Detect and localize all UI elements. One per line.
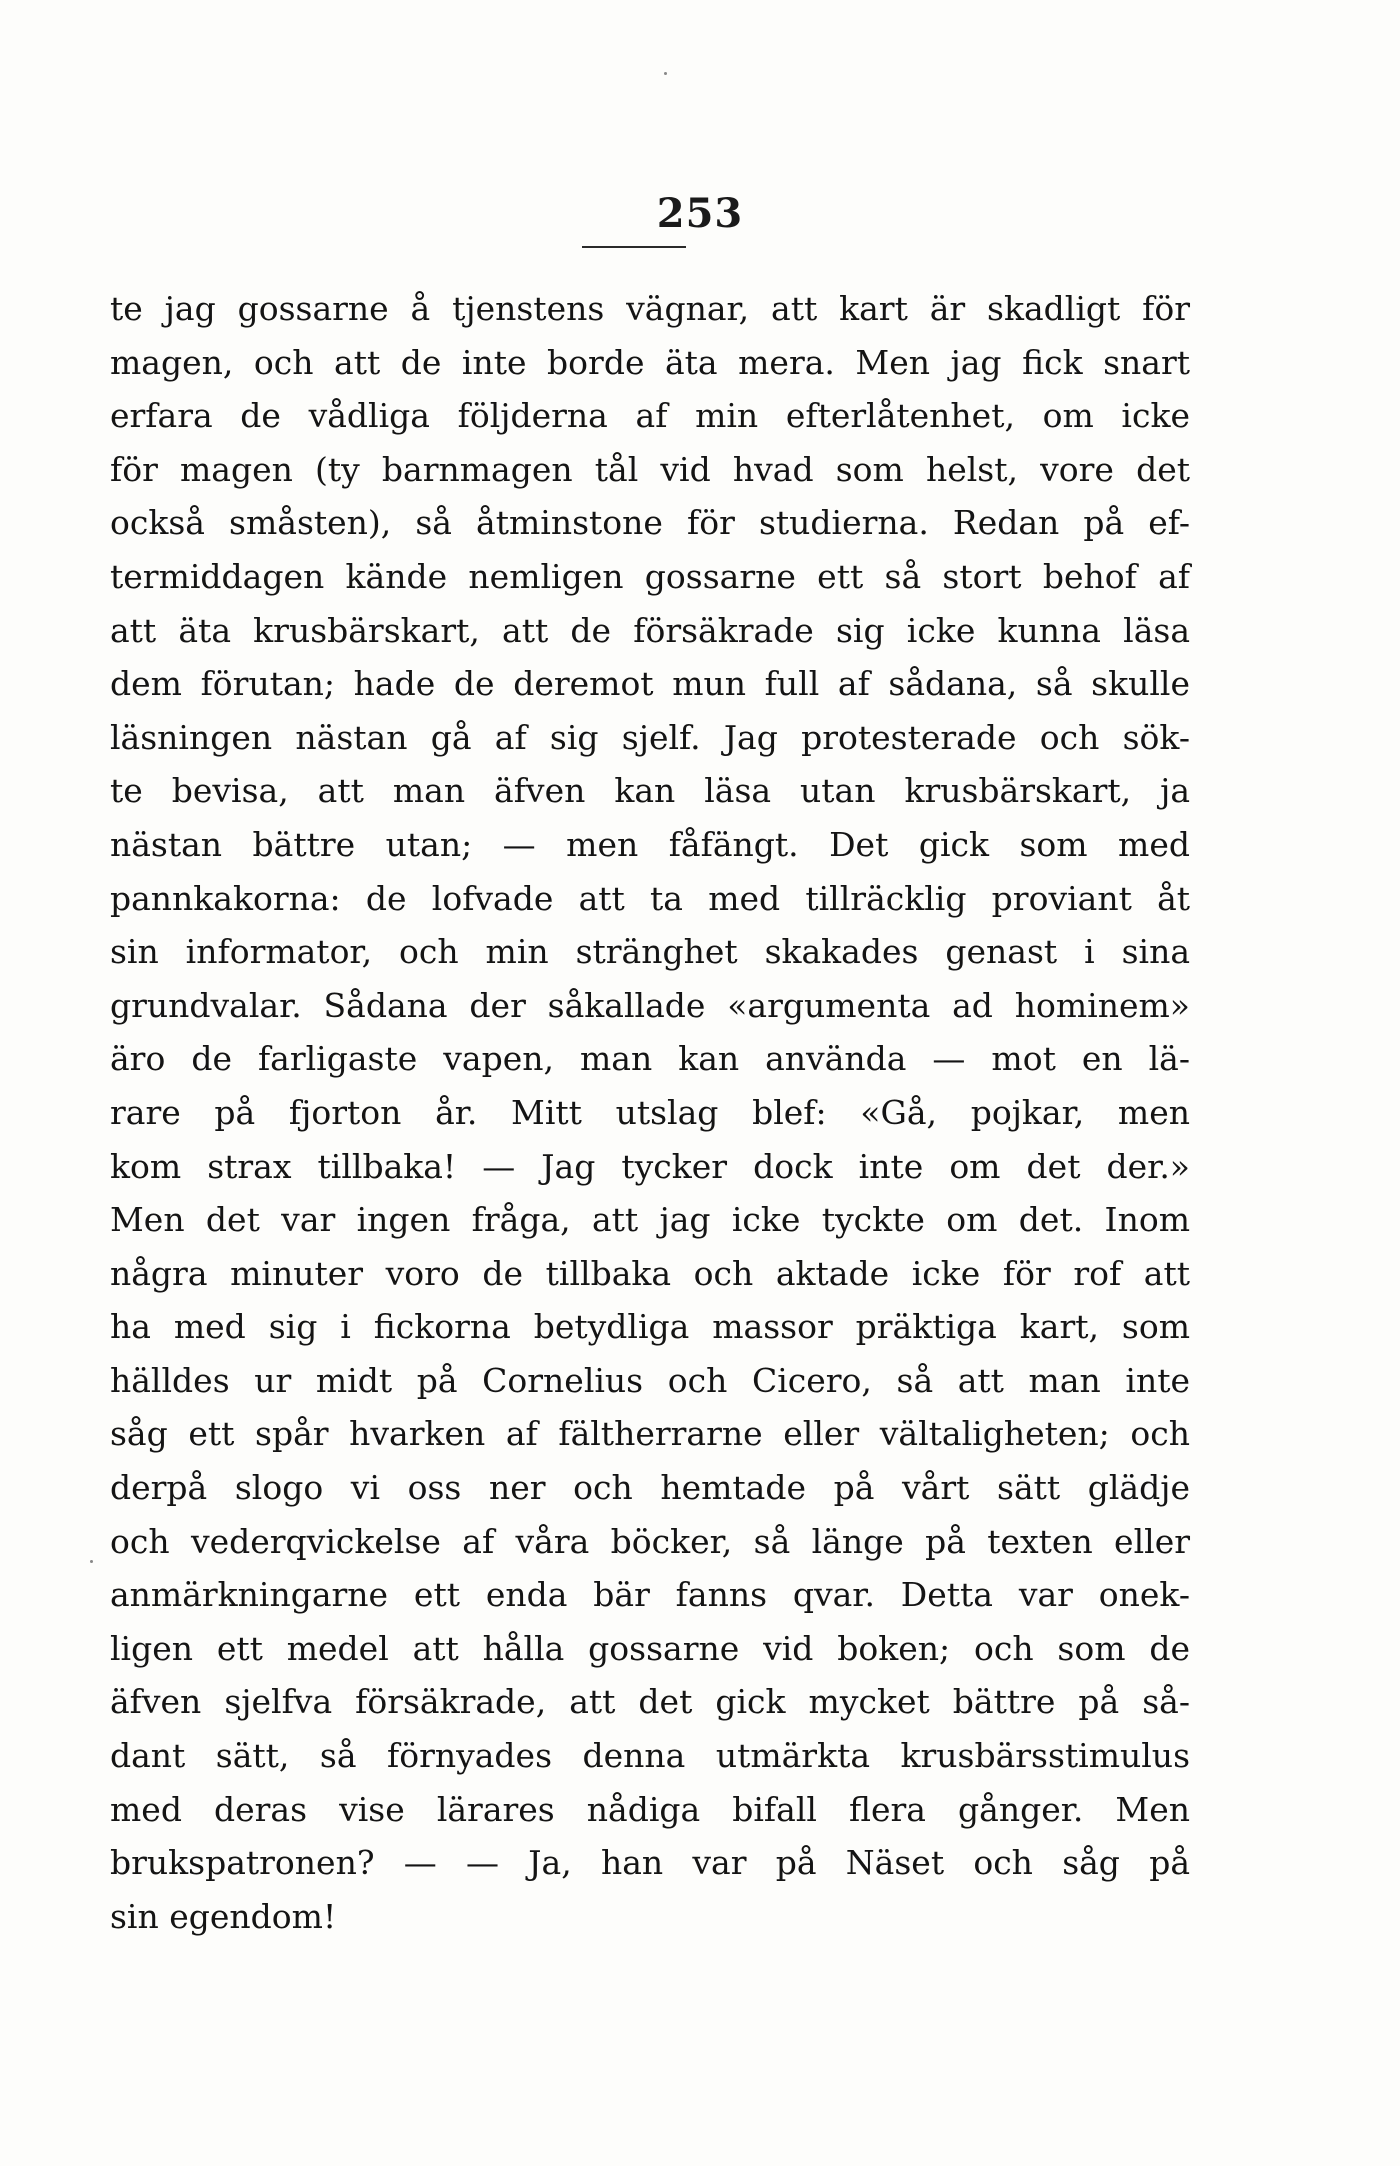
text-line: sin egendom! [110, 1896, 337, 1936]
text-line: nästan bättre utan; — men fåfängt. Det gick som med [110, 824, 1190, 864]
text-line: ha med sig i fickorna betydliga massor präktiga kart, som [110, 1307, 1190, 1347]
text-line: brukspatronen? — — Ja, han var på Näset och såg på [110, 1843, 1190, 1883]
text-line: ligen ett medel att hålla gossarne vid boken; och som de [110, 1628, 1190, 1668]
text-line: grundvalar. Sådana der såkallade «argumenta ad hominem» [110, 985, 1190, 1025]
text-line: pannkakorna: de lofvade att ta med tillräcklig proviant åt [110, 878, 1190, 918]
text-line: magen, och att de inte borde äta mera. Men jag fick snart [110, 342, 1190, 382]
text-line: och vederqvickelse af våra böcker, så länge på texten eller [110, 1521, 1190, 1561]
text-line: rare på fjorton år. Mitt utslag blef: «Gå, pojkar, men [110, 1092, 1190, 1132]
text-line: dem förutan; hade de deremot mun full af sådana, så skulle [110, 664, 1190, 704]
text-line: te bevisa, att man äfven kan läsa utan krusbärskart, ja [110, 771, 1190, 811]
text-line: för magen (ty barnmagen tål vid hvad som helst, vore det [110, 449, 1190, 489]
text-line: anmärkningarne ett enda bär fanns qvar. Detta var onek- [110, 1575, 1190, 1615]
text-line: te jag gossarne å tjenstens vägnar, att kart är skadligt för [110, 289, 1190, 328]
text-line: att äta krusbärskart, att de försäkrade sig icke kunna läsa [110, 610, 1190, 650]
text-line: kom strax tillbaka! — Jag tycker dock inte om det der.» [110, 1146, 1190, 1186]
text-line: äro de farligaste vapen, man kan använda — mot en lä- [110, 1039, 1190, 1079]
text-line: äfven sjelfva försäkrade, att det gick mycket bättre på så- [110, 1682, 1190, 1722]
text-line: derpå slogo vi oss ner och hemtade på vårt sätt glädje [110, 1468, 1190, 1508]
text-line: sin informator, och min stränghet skakades genast i sina [110, 932, 1190, 972]
page-number-rule [582, 246, 686, 248]
text-line: Men det var ingen fråga, att jag icke tyckte om det. Inom [110, 1200, 1190, 1240]
text-line: dant sätt, så förnyades denna utmärkta krusbärsstimulus [110, 1736, 1190, 1776]
text-line: några minuter voro de tillbaka och aktade icke för rof att [110, 1253, 1190, 1293]
text-line: läsningen nästan gå af sig sjelf. Jag protesterade och sök- [110, 717, 1190, 757]
text-line: med deras vise lärares nådiga bifall flera gånger. Men [110, 1789, 1190, 1829]
text-line: erfara de vådliga följderna af min efterlåtenhet, om icke [110, 396, 1190, 436]
paper-speck [664, 72, 667, 75]
text-line: hälldes ur midt på Cornelius och Cicero, så att man inte [110, 1360, 1190, 1400]
page-number: 253 [656, 190, 744, 237]
paper-speck [90, 1560, 93, 1563]
text-line: termiddagen kände nemligen gossarne ett så stort behof af [110, 556, 1190, 596]
body-text [110, 282, 1190, 1943]
text-line: såg ett spår hvarken af fältherrarne eller vältaligheten; och [110, 1414, 1190, 1454]
text-line: också småsten), så åtminstone för studierna. Redan på ef- [110, 503, 1190, 543]
